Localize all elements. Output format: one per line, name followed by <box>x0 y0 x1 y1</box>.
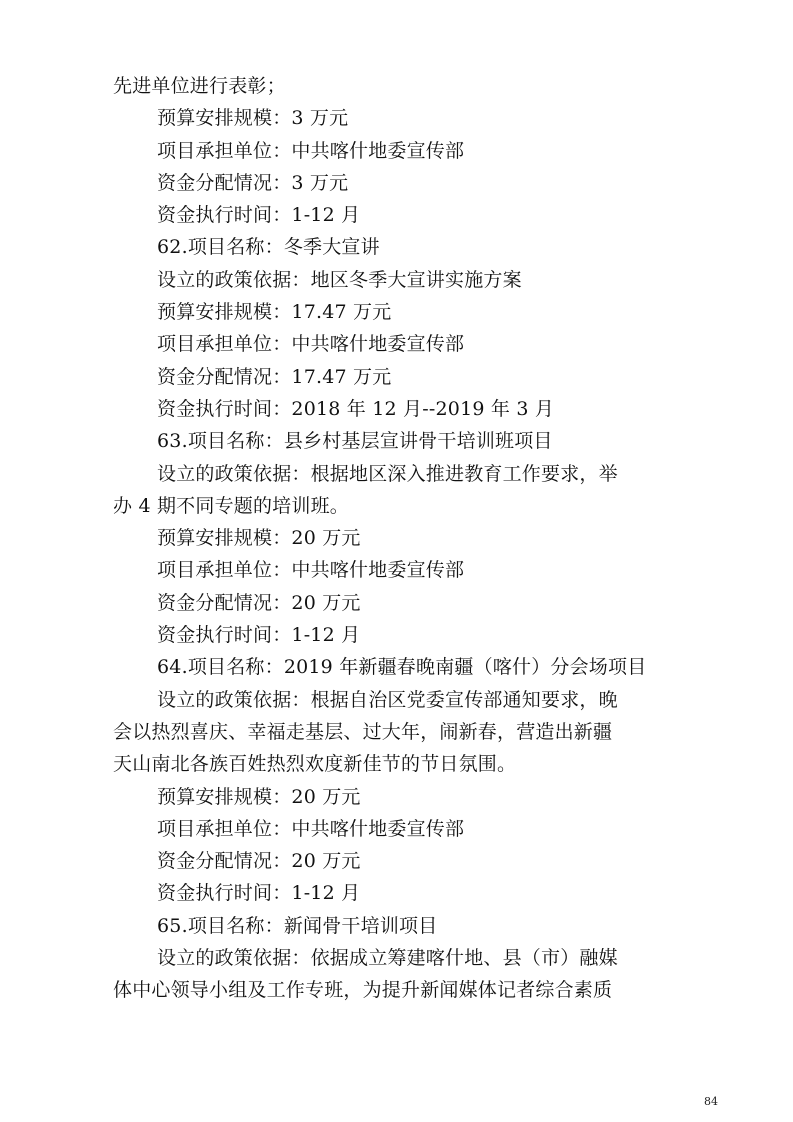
text-line: 预算安排规模：20 万元 <box>157 785 361 808</box>
text-line: 预算安排规模：17.47 万元 <box>157 301 392 324</box>
text-line: 预算安排规模：3 万元 <box>157 107 349 130</box>
page-number: 84 <box>704 1095 718 1108</box>
text-line: 资金分配情况：20 万元 <box>157 850 361 873</box>
text-line: 会以热烈喜庆、幸福走基层、过大年，闹新春，营造出新疆 <box>113 720 613 743</box>
text-line: 资金分配情况：17.47 万元 <box>157 365 392 388</box>
project-heading: 65.项目名称：新闻骨干培训项目 <box>157 914 438 937</box>
text-line: 设立的政策依据：地区冬季大宣讲实施方案 <box>157 268 522 291</box>
text-line: 资金分配情况：20 万元 <box>157 591 361 614</box>
project-heading: 63.项目名称：县乡村基层宣讲骨干培训班项目 <box>157 430 553 453</box>
project-heading: 62.项目名称：冬季大宣讲 <box>157 236 380 259</box>
text-line: 先进单位进行表彰； <box>113 75 286 97</box>
text-line: 资金分配情况：3 万元 <box>157 171 349 194</box>
text-line: 天山南北各族百姓热烈欢度新佳节的节日氛围。 <box>113 753 517 776</box>
body-text <box>113 70 683 1007</box>
text-line: 资金执行时间：1-12 月 <box>157 204 361 227</box>
text-line: 资金执行时间：2018 年 12 月--2019 年 3 月 <box>157 397 555 420</box>
text-line: 办 4 期不同专题的培训班。 <box>113 494 349 517</box>
text-line: 设立的政策依据：根据地区深入推进教育工作要求，举 <box>157 462 618 485</box>
text-line: 体中心领导小组及工作专班，为提升新闻媒体记者综合素质 <box>113 979 613 1002</box>
project-heading: 64.项目名称：2019 年新疆春晚南疆（喀什）分会场项目 <box>157 656 647 679</box>
text-line: 设立的政策依据：依据成立筹建喀什地、县（市）融媒 <box>157 947 618 970</box>
text-line: 资金执行时间：1-12 月 <box>157 882 361 905</box>
text-line: 资金执行时间：1-12 月 <box>157 624 361 647</box>
text-line: 预算安排规模：20 万元 <box>157 527 361 550</box>
text-line: 项目承担单位：中共喀什地委宣传部 <box>157 333 465 356</box>
text-line: 项目承担单位：中共喀什地委宣传部 <box>157 559 465 582</box>
text-line: 设立的政策依据：根据自治区党委宣传部通知要求，晚 <box>157 688 618 711</box>
text-line: 项目承担单位：中共喀什地委宣传部 <box>157 139 465 162</box>
text-line: 项目承担单位：中共喀什地委宣传部 <box>157 817 465 840</box>
